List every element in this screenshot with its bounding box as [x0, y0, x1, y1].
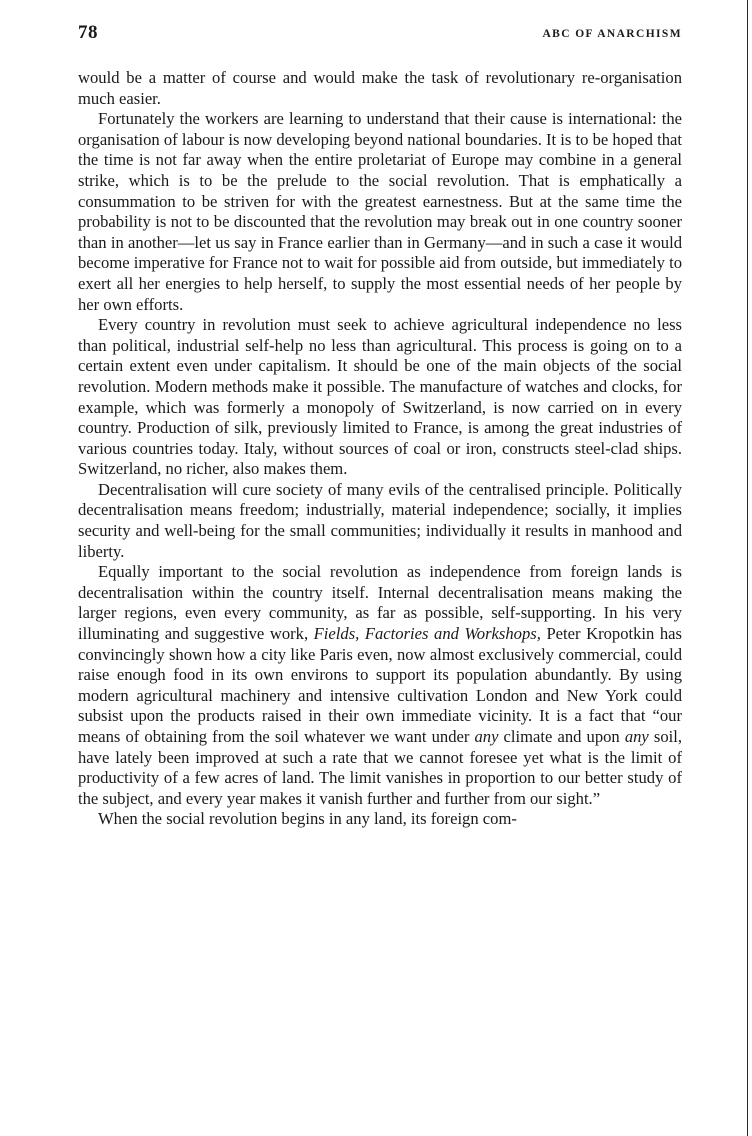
paragraph-5-text: Equally important to the social revolution as independence from foreign lands is decentralisation within the country itself. Internal decentralisation means making the larger regions, even every community, as far as possible, self-supporting. In his very illuminating and suggestive work,: [78, 562, 682, 644]
page-edge-line: [747, 0, 748, 1136]
paragraph-1: [78, 68, 682, 109]
quote-emphasis-2: any: [624, 727, 649, 746]
running-head: [78, 22, 682, 48]
quote-mid: climate and upon: [498, 727, 625, 746]
paragraph-6: [78, 809, 682, 830]
paragraph-2-text: Fortunately the workers are learning to understand that their cause is international: the organisation of labour is now developing beyond national boundaries. It is to be hoped that the time is not far away when the entire proletariat of Europe may combine in a general strike, which is to be the prelude to the social revolution. That is emphatically a consummation to be striven for with the greatest earnestness. But at the same time the probability is not to be discounted that the revolution may break out in one country sooner than in another—let us say in France earlier than in Germany—and in such a case it would become imperative for France not to wait for possible aid from outside, but immediately to exert all her energies to help herself, to supply the most essential needs of her people by her own efforts.: [78, 109, 682, 314]
quote-emphasis-1: any: [474, 727, 499, 746]
quote-end: soil, have lately been improved at such a rate that we cannot foresee yet what is the limit of productivity of a few acres of land. The limit vanishes in proportion to our better study of the subject, and every year makes it vanish further and further from our sight.”: [78, 727, 682, 808]
paragraph-3: [78, 315, 682, 480]
paragraph-2: [78, 109, 682, 315]
book-title: ABC OF ANARCHISM: [542, 28, 682, 40]
paragraph-1-text: would be a matter of course and would make the task of revolutionary re-organisation much easier.: [78, 68, 682, 108]
paragraph-4: [78, 480, 682, 562]
body-text: [78, 68, 682, 830]
paragraph-6-text: When the social revolution begins in any land, its foreign com-: [98, 809, 517, 829]
page-number: 78: [78, 22, 98, 43]
paragraph-4-text: Decentralisation will cure society of many evils of the centralised principle. Politically decentralisation means freedom; industrially, material independence; socially, it implies security and well-being for the small communities; individually it results in manhood and liberty.: [78, 479, 682, 561]
paragraph-5-text-cont: Peter Kropotkin has convincingly shown how a city like Paris even, now almost exclusively commercial, could raise enough food in its own environs to support its population abundantly. By using modern agricultural machinery and intensive cultivation London and New York could subsist upon the products raised in their own immediate vicinity. It is a fact that “our means of obtaining from the soil whatever we want under: [78, 624, 683, 746]
book-title-citation: Fields, Factories and Workshops,: [313, 624, 541, 644]
paragraph-3-text: Every country in revolution must seek to achieve agricultural independence no less than political, industrial self-help no less than agricultural. This process is going on to a certain extent even under capitalism. It should be one of the main objects of the social revolution. Modern methods make it possible. The manufacture of watches and clocks, for example, which was formerly a monopoly of Switzerland, is now carried on in every country. Production of silk, previously limited to France, is among the great industries of various countries today. Italy, without sources of coal or iron, constructs steel-clad ships. Switzerland, no richer, also makes them.: [78, 315, 682, 479]
paragraph-5: [78, 562, 682, 809]
